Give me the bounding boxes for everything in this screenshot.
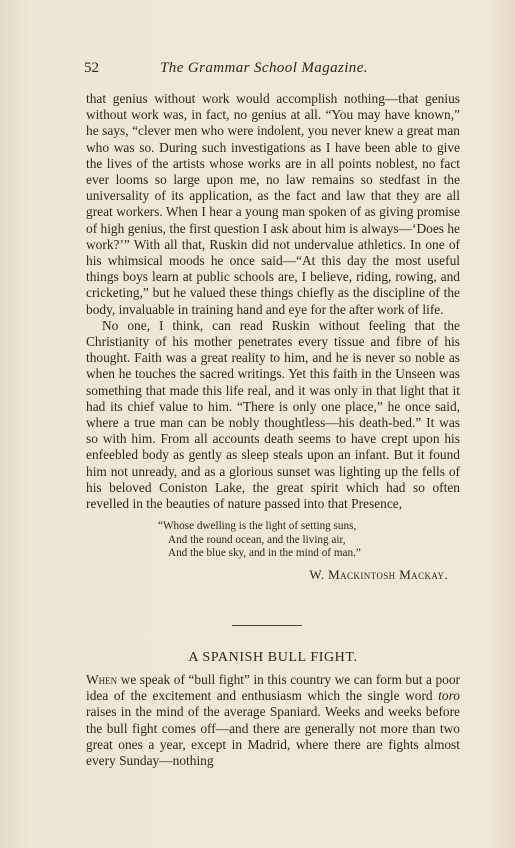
section-title: A SPANISH BULL FIGHT. [188, 650, 358, 665]
verse-line: And the round ocean, and the living air, [168, 533, 346, 546]
verse-line: “Whose dwelling is the light of setting suns, [158, 520, 357, 533]
article-body [86, 91, 460, 583]
paragraph [86, 672, 460, 769]
page-header [84, 60, 434, 77]
text-run: raises in the mind of the average Spaniard. Weeks and weeks before the bull fight comes off—and there are generally not more than two great ones a year, except in Madrid, where there are fights almost every Sunday—nothing [86, 704, 460, 769]
section-divider [232, 625, 302, 626]
text-run: we speak of “bull fight” in this country we can form but a poor idea of the excitement and enthusiasm which the single word [86, 672, 460, 704]
paragraph: No one, I think, can read Ruskin without feeling that the Christianity of his mother penetrates every tissue and fibre of his thought. Faith was a great reality to him, and he is never so noble as when he touches the sacred writings. Yet this faith in the Unseen was something that made this life real, and it was only in that light that it had its chief value to him. “There is only one place,” he once said, where a true man can be nobly thoughtless—his death-bed.” It was so with him. From all accounts death seems to have crept upon his enfeebled body as gently as sleep steals upon an infant. But it found him not unready, and as a glorious sunset was lighting up the fells of his beloved Coniston Lake, the great spirit which had so often revelled in the beauties of nature passed into that Presence, [86, 317, 460, 512]
lead-word: When [86, 672, 118, 687]
author-signature: W. Mackintosh Mackay. [309, 567, 448, 583]
quoted-verse [158, 520, 460, 561]
paragraph: that genius without work would accomplish nothing—that genius without work was, in fact, no genius at all. “You may have known,” he says, “clever men who were indolent, you never knew a great man who was so. During such investigations as I have been able to give the lives of the artists whose works are in all points noblest, no fact ever looms so large upon me, no law remains so stedfast in the universality of its application, as the fact and law that they are all great workers. When I hear a young man spoken of as giving promise of high genius, the first question I ask about him is always—‘Does he work?’” With all that, Ruskin did not undervalue athletics. In one of his whimsical moods he once said—“At this day the most useful things boys learn at public schools are, I believe, riding, rowing, and cricketing,” but he valued these things chiefly as the discipline of the body, invaluable in training hand and eye for the after work of life. [86, 91, 460, 317]
running-title: The Grammar School Magazine. [160, 60, 368, 76]
section-body [86, 672, 460, 769]
page-number: 52 [84, 60, 99, 76]
verse-line: And the blue sky, and in the mind of man.” [168, 547, 361, 560]
italic-word: toro [438, 688, 460, 704]
